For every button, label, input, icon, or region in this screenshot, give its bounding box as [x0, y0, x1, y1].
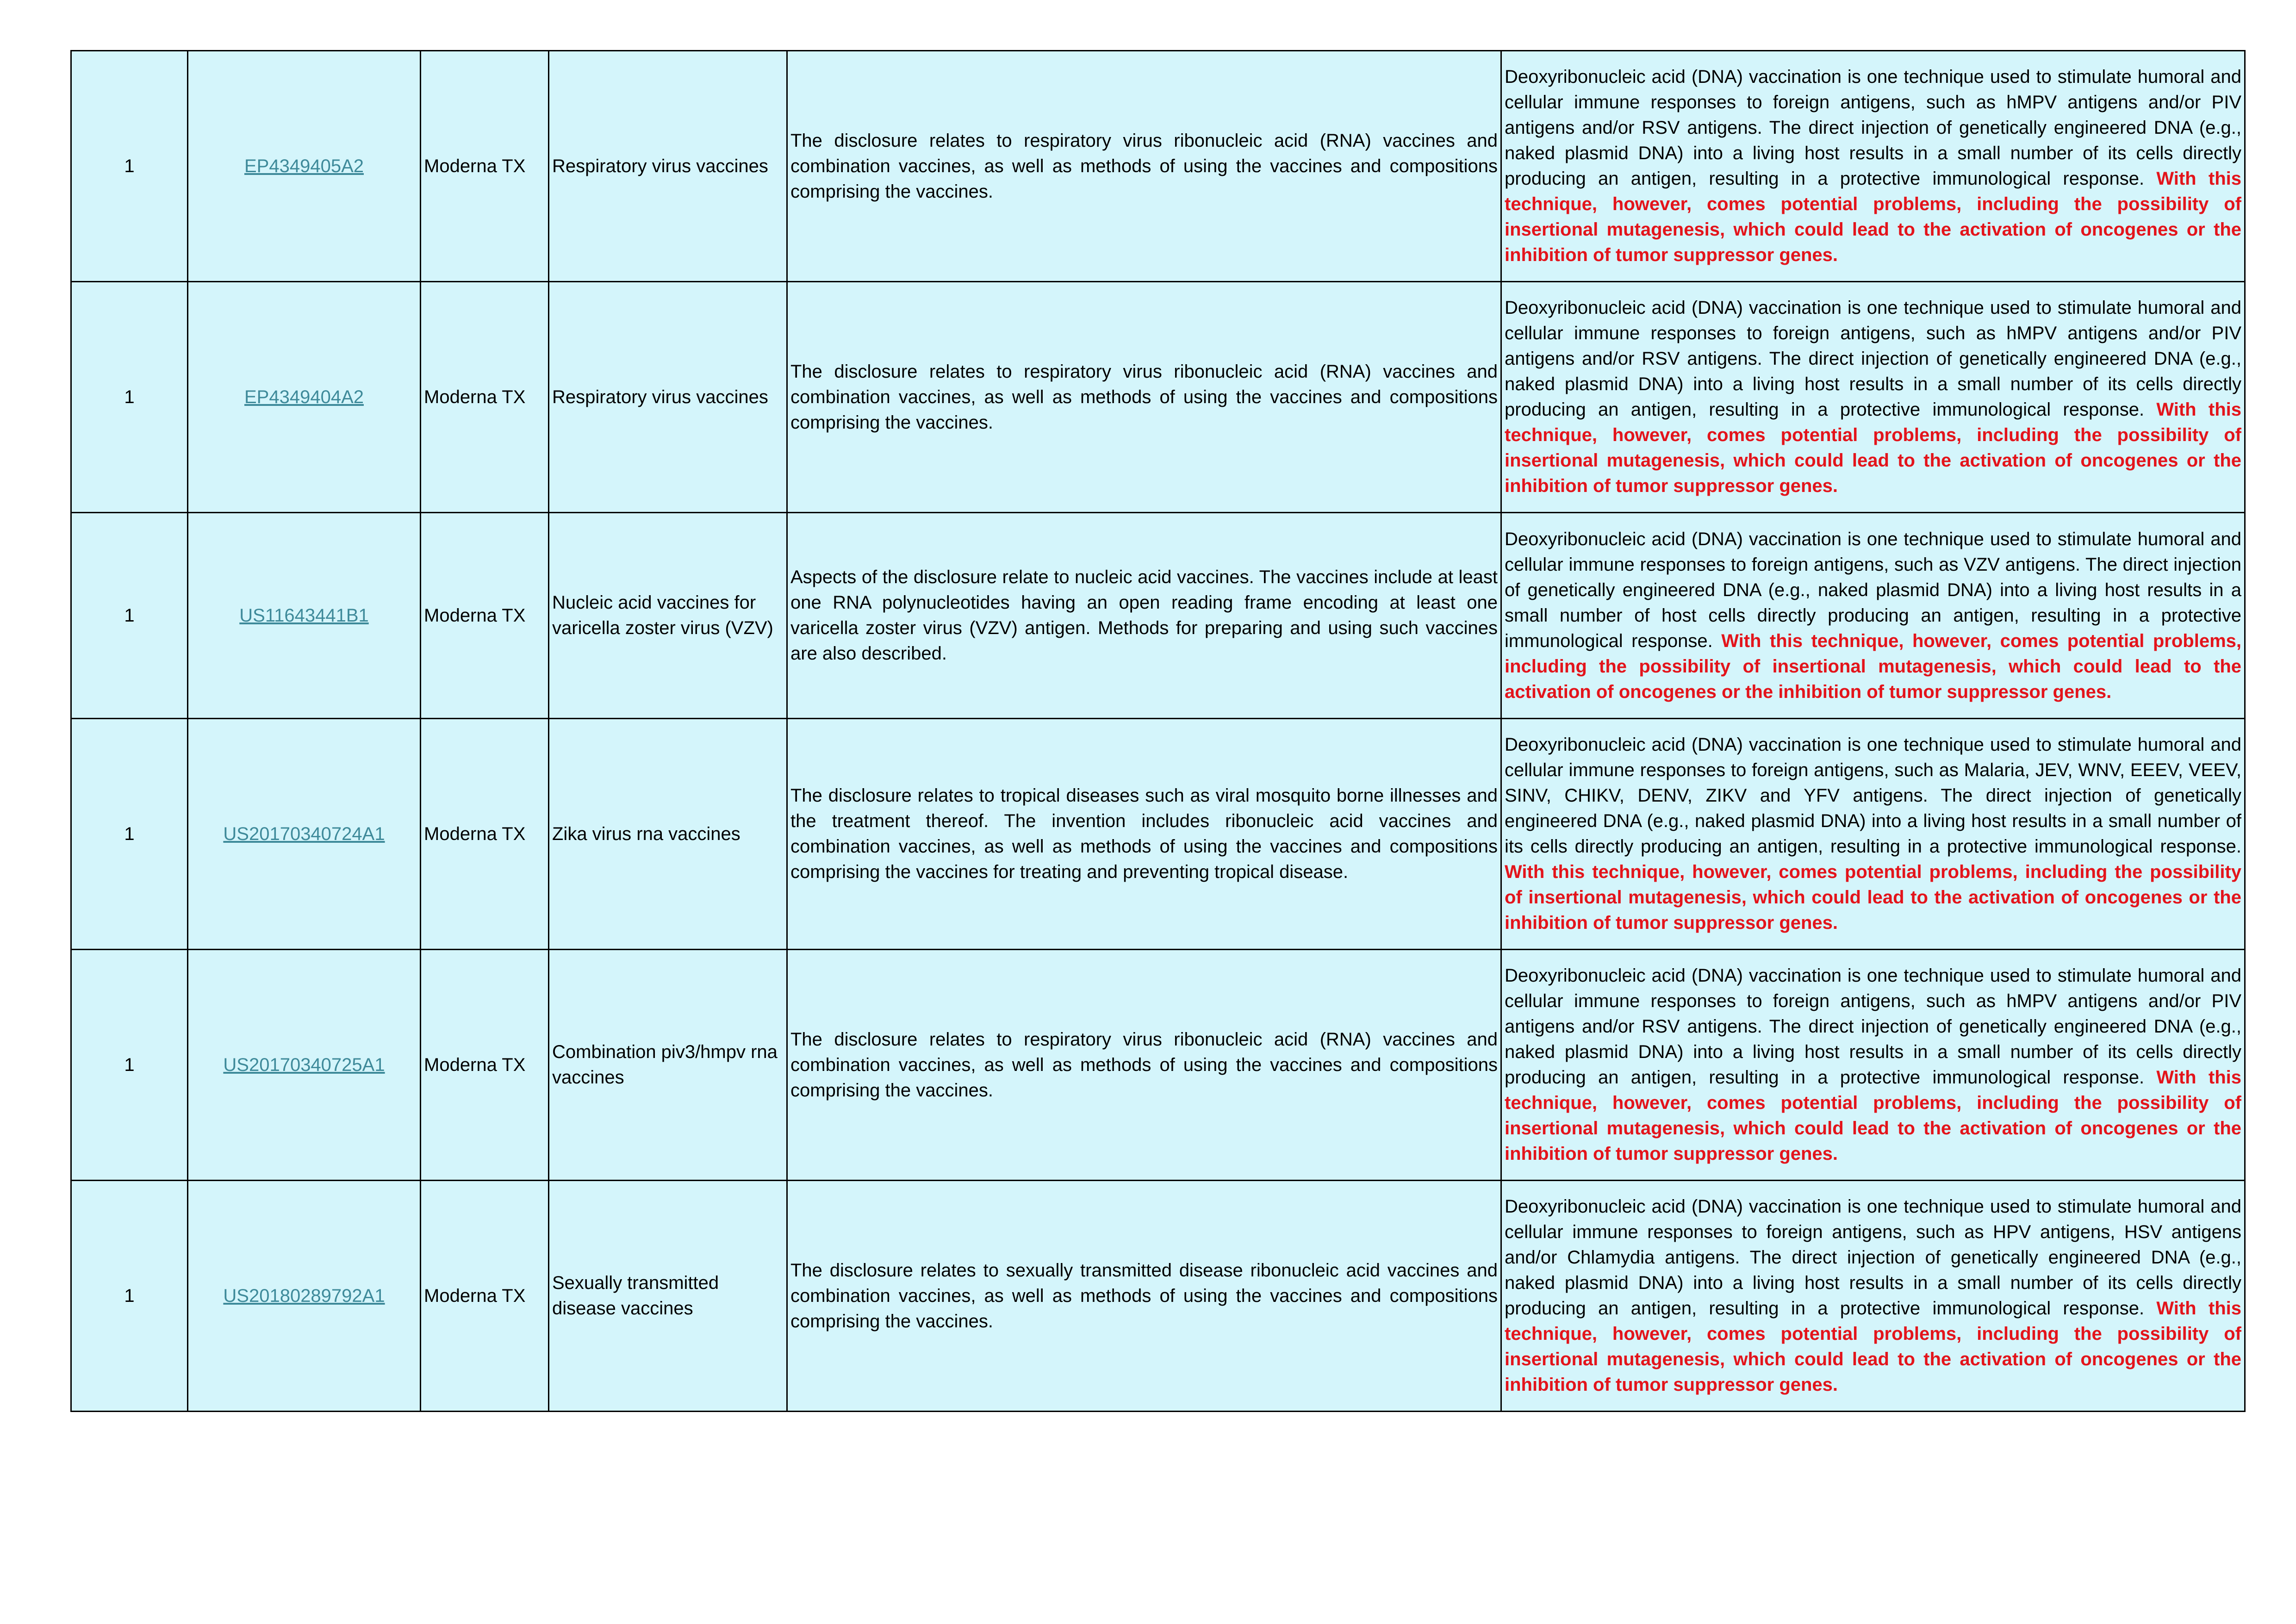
- risk-cell: [1501, 282, 2245, 513]
- patent-link[interactable]: US11643441B1: [239, 605, 369, 626]
- abstract-cell: The disclosure relates to sexually transmitted disease ribonucleic acid vaccines and combination vaccines, as well as methods of using the vaccines and compositions comprising the vaccines.: [787, 1181, 1501, 1412]
- abstract-cell: The disclosure relates to respiratory virus ribonucleic acid (RNA) vaccines and combination vaccines, as well as methods of using the vaccines and compositions comprising the vaccines.: [787, 51, 1501, 282]
- table-row: [71, 719, 2245, 950]
- title-cell: Sexually transmitted disease vaccines: [549, 1181, 787, 1412]
- title-cell: Zika virus rna vaccines: [549, 719, 787, 950]
- risk-cell: [1501, 719, 2245, 950]
- abstract-cell: Aspects of the disclosure relate to nucleic acid vaccines. The vaccines include at least one RNA polynucleotides having an open reading frame encoding at least one varicella zoster virus (VZV) antigen. Methods for preparing and using such vaccines are also described.: [787, 513, 1501, 719]
- patent-link[interactable]: EP4349405A2: [244, 156, 364, 176]
- table-row: [71, 513, 2245, 719]
- abstract-cell: The disclosure relates to respiratory virus ribonucleic acid (RNA) vaccines and combination vaccines, as well as methods of using the vaccines and compositions comprising the vaccines.: [787, 950, 1501, 1181]
- assignee-cell: Moderna TX: [421, 51, 549, 282]
- row-number: 1: [71, 513, 188, 719]
- risk-warning: With this technique, however, comes potential problems, including the possibility of insertional mutagenesis, which could lead to the activation of oncogenes or the inhibition of tumor suppressor genes.: [1505, 862, 2241, 933]
- risk-text: Deoxyribonucleic acid (DNA) vaccination is one technique used to stimulate humoral and cellular immune responses to foreign antigens, such as HPV antigens, HSV antigens and/or Chlamydia antigens. The direct injection of genetically engineered DNA (e.g., naked plasmid DNA) into a living host results in a small number of its cells directly producing an antigen, resulting in a protective immunological response.: [1505, 1196, 2241, 1319]
- risk-cell: [1501, 513, 2245, 719]
- row-number: 1: [71, 282, 188, 513]
- risk-warning: With this technique, however, comes potential problems, including the possibility of insertional mutagenesis, which could lead to the activation of oncogenes or the inhibition of tumor suppressor genes.: [1505, 1067, 2242, 1164]
- table-row: [71, 1181, 2245, 1412]
- title-cell: Nucleic acid vaccines for varicella zoster virus (VZV): [549, 513, 787, 719]
- abstract-cell: The disclosure relates to respiratory virus ribonucleic acid (RNA) vaccines and combination vaccines, as well as methods of using the vaccines and compositions comprising the vaccines.: [787, 282, 1501, 513]
- row-number: 1: [71, 51, 188, 282]
- title-cell: Combination piv3/hmpv rna vaccines: [549, 950, 787, 1181]
- risk-text: Deoxyribonucleic acid (DNA) vaccination is one technique used to stimulate humoral and cellular immune responses to foreign antigens, such as hMPV antigens and/or PIV antigens and/or RSV antigens. The direct injection of genetically engineered DNA (e.g., naked plasmid DNA) into a living host results in a small number of its cells directly producing an antigen, resulting in a protective immunological response.: [1505, 67, 2241, 189]
- abstract-cell: The disclosure relates to tropical diseases such as viral mosquito borne illnesses and the treatment thereof. The invention includes ribonucleic acid vaccines and combination vaccines, as well as methods of using the vaccines and compositions comprising the vaccines for treating and preventing tropical disease.: [787, 719, 1501, 950]
- risk-warning: With this technique, however, comes potential problems, including the possibility of insertional mutagenesis, which could lead to the activation of oncogenes or the inhibition of tumor suppressor genes.: [1505, 1298, 2242, 1395]
- patent-link[interactable]: US20170340724A1: [223, 823, 385, 844]
- patent-link[interactable]: EP4349404A2: [244, 386, 364, 407]
- row-number: 1: [71, 1181, 188, 1412]
- risk-text: Deoxyribonucleic acid (DNA) vaccination is one technique used to stimulate humoral and cellular immune responses to foreign antigens, such as hMPV antigens and/or PIV antigens and/or RSV antigens. The direct injection of genetically engineered DNA (e.g., naked plasmid DNA) into a living host results in a small number of its cells directly producing an antigen, resulting in a protective immunological response.: [1505, 298, 2241, 420]
- patent-link[interactable]: US20170340725A1: [223, 1054, 385, 1075]
- risk-cell: [1501, 950, 2245, 1181]
- risk-text: Deoxyribonucleic acid (DNA) vaccination is one technique used to stimulate humoral and cellular immune responses to foreign antigens, such as hMPV antigens and/or PIV antigens and/or RSV antigens. The direct injection of genetically engineered DNA (e.g., naked plasmid DNA) into a living host results in a small number of its cells directly producing an antigen, resulting in a protective immunological response.: [1505, 965, 2241, 1088]
- table-row: [71, 51, 2245, 282]
- risk-warning: With this technique, however, comes potential problems, including the possibility of insertional mutagenesis, which could lead to the activation of oncogenes or the inhibition of tumor suppressor genes.: [1505, 168, 2242, 265]
- patent-table: [70, 50, 2246, 1412]
- table-row: [71, 950, 2245, 1181]
- table-row: [71, 282, 2245, 513]
- assignee-cell: Moderna TX: [421, 719, 549, 950]
- patent-link[interactable]: US20180289792A1: [223, 1285, 385, 1306]
- title-cell: Respiratory virus vaccines: [549, 282, 787, 513]
- assignee-cell: Moderna TX: [421, 1181, 549, 1412]
- assignee-cell: Moderna TX: [421, 513, 549, 719]
- risk-cell: [1501, 51, 2245, 282]
- risk-cell: [1501, 1181, 2245, 1412]
- risk-text: Deoxyribonucleic acid (DNA) vaccination is one technique used to stimulate humoral and cellular immune responses to foreign antigens, such as VZV antigens. The direct injection of genetically engineered DNA (e.g., naked plasmid DNA) into a living host results in a small number of host cells directly producing an antigen, resulting in a protective immunological response.: [1505, 529, 2241, 651]
- assignee-cell: Moderna TX: [421, 282, 549, 513]
- risk-warning: With this technique, however, comes potential problems, including the possibility of insertional mutagenesis, which could lead to the activation of oncogenes or the inhibition of tumor suppressor genes.: [1505, 630, 2241, 702]
- title-cell: Respiratory virus vaccines: [549, 51, 787, 282]
- assignee-cell: Moderna TX: [421, 950, 549, 1181]
- risk-warning: With this technique, however, comes potential problems, including the possibility of insertional mutagenesis, which could lead to the activation of oncogenes or the inhibition of tumor suppressor genes.: [1505, 399, 2242, 496]
- row-number: 1: [71, 950, 188, 1181]
- row-number: 1: [71, 719, 188, 950]
- risk-text: Deoxyribonucleic acid (DNA) vaccination is one technique used to stimulate humoral and cellular immune responses to foreign antigens, such as Malaria, JEV, WNV, EEEV, VEEV, SINV, CHIKV, DENV, ZIKV and YFV antigens. The direct injection of genetically engineered DNA (e.g., naked plasmid DNA) into a living host results in a small number of its cells directly producing an antigen, resulting in a protective immunological response.: [1505, 734, 2241, 857]
